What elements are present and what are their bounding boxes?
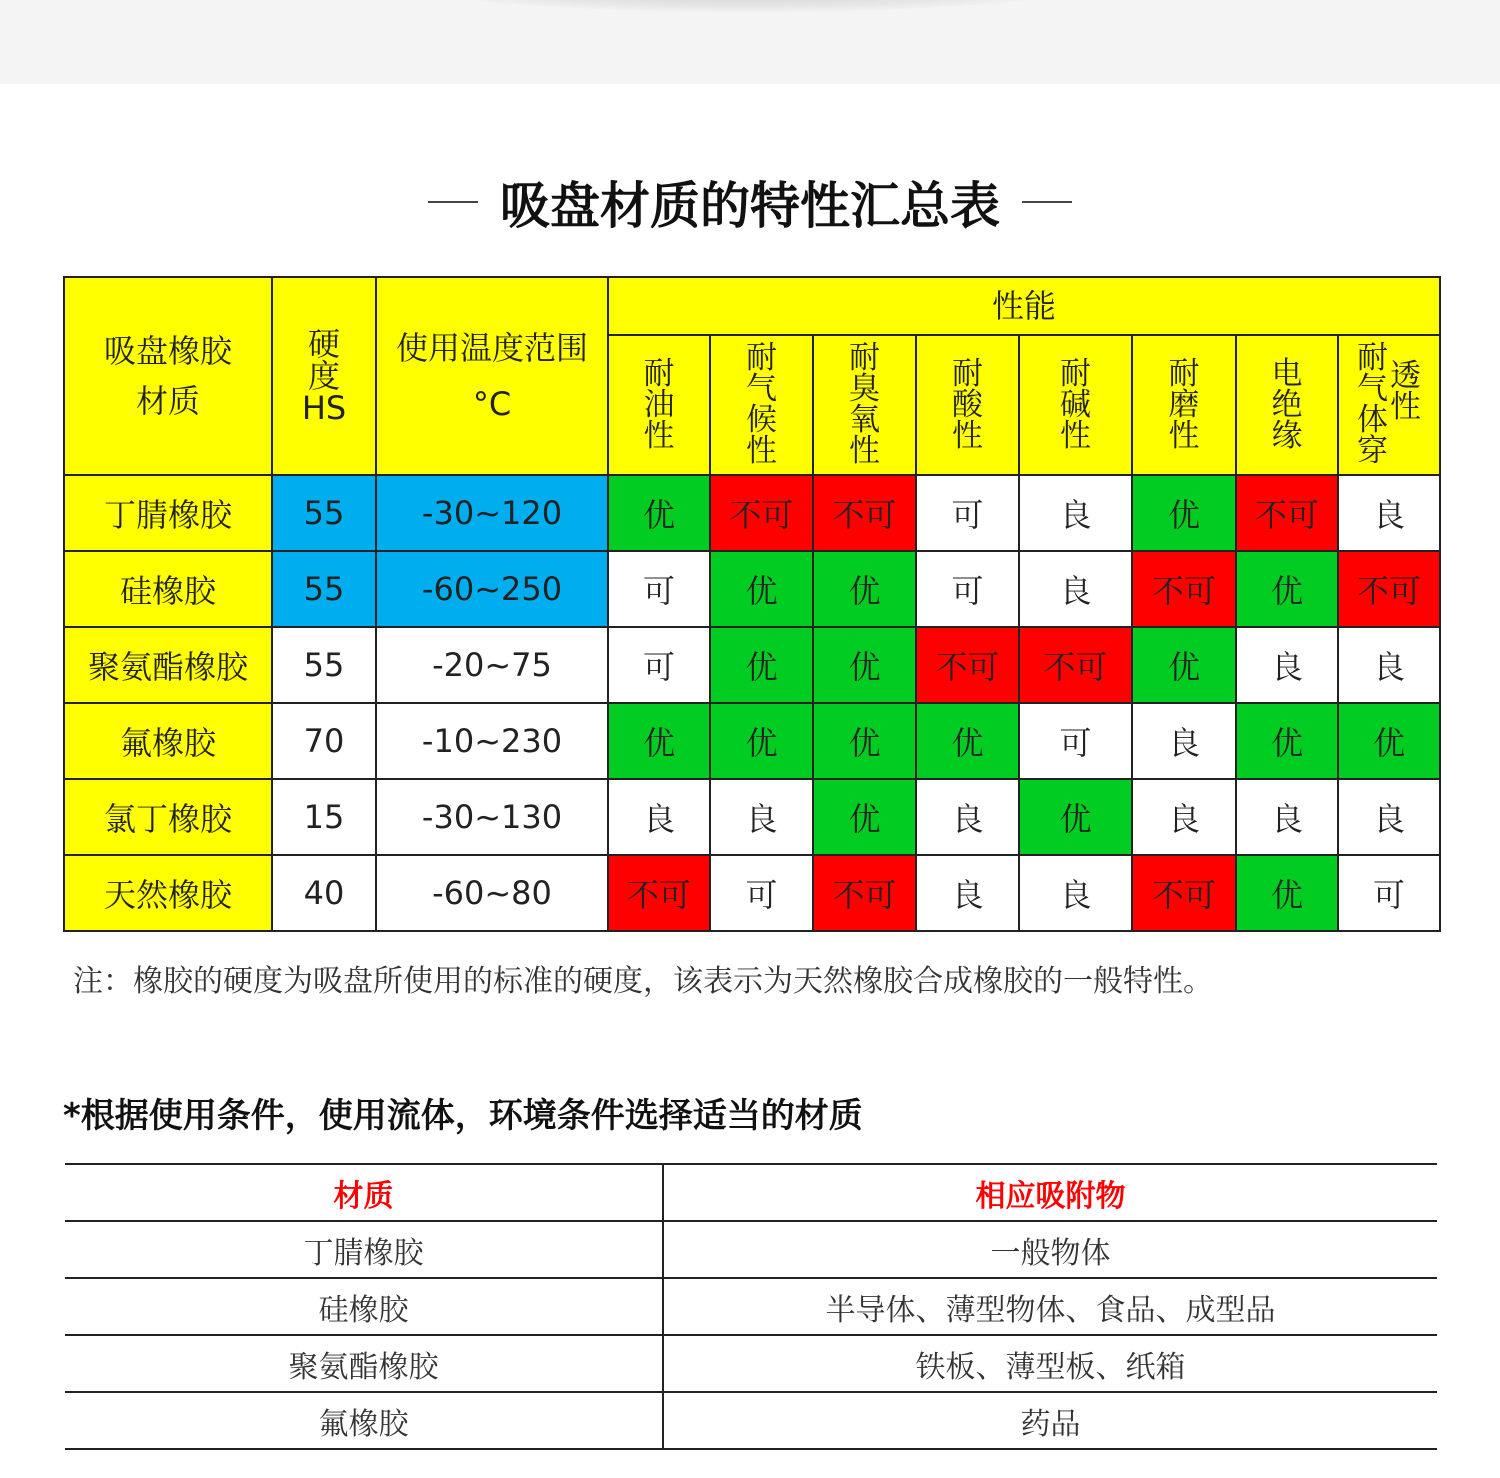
header-char: 候	[746, 402, 777, 438]
header-char: 耐	[1357, 340, 1388, 376]
rating-cell: 良	[1338, 779, 1440, 855]
rating-cell: 优	[1236, 703, 1338, 779]
header-gas-col2	[1390, 343, 1421, 423]
rating-cell: 良	[1236, 779, 1338, 855]
rating-cell: 优	[1132, 475, 1236, 551]
header-char: 绝	[1271, 386, 1303, 423]
header-char: 磨	[1168, 386, 1200, 423]
rating-cell: 不可	[916, 627, 1019, 703]
banner-shadow-arc	[420, 0, 1080, 12]
header-gas-col1	[1357, 340, 1388, 469]
header-alkali-resistance	[1019, 335, 1132, 475]
header-temp-line2: °C	[472, 385, 512, 423]
header-char: 性	[746, 433, 777, 469]
rating-cell: 良	[1338, 475, 1440, 551]
header-char: 酸	[952, 386, 983, 423]
rating-cell: 优	[710, 551, 813, 627]
header-oil-resistance	[608, 335, 710, 475]
hardness-cell: 55	[272, 627, 376, 703]
temperature-range-cell: -60~80	[376, 855, 608, 931]
rating-cell: 不可	[813, 475, 916, 551]
rating-cell: 优	[813, 551, 916, 627]
rating-cell: 可	[608, 627, 710, 703]
rating-cell: 良	[916, 779, 1019, 855]
header-char: 透	[1390, 358, 1421, 394]
header-char: 油	[643, 386, 675, 423]
header-char: 碱	[1060, 386, 1091, 423]
rating-cell: 优	[710, 627, 813, 703]
hardness-cell: 55	[272, 551, 376, 627]
rating-cell: 不可	[1132, 855, 1236, 931]
adsorption-header-object: 相应吸附物	[663, 1164, 1437, 1221]
page-title-text: 吸盘材质的特性汇总表	[500, 176, 1000, 235]
temperature-range-cell: -60~250	[376, 551, 608, 627]
hardness-cell: 40	[272, 855, 376, 931]
material-name-cell: 氯丁橡胶	[64, 779, 272, 855]
rating-cell: 优	[608, 703, 710, 779]
rating-cell: 良	[1236, 627, 1338, 703]
table-row	[64, 627, 1440, 703]
header-wear-resistance	[1132, 335, 1236, 475]
rating-cell: 不可	[710, 475, 813, 551]
temperature-range-cell: -20~75	[376, 627, 608, 703]
rating-cell: 良	[1019, 475, 1132, 551]
hardness-cell: 70	[272, 703, 376, 779]
title-right-dash	[1022, 201, 1072, 203]
temperature-range-cell: -30~120	[376, 475, 608, 551]
rating-cell: 可	[1338, 855, 1440, 931]
top-banner	[0, 0, 1500, 84]
header-hardness	[272, 277, 376, 475]
hardness-cell: 15	[272, 779, 376, 855]
header-char: 气	[1357, 371, 1388, 407]
table-row	[65, 1392, 1437, 1449]
header-hardness-char: 度	[307, 357, 340, 395]
rating-cell: 良	[608, 779, 710, 855]
header-ozone-resistance	[813, 335, 916, 475]
header-char: 性	[952, 417, 983, 454]
rating-cell: 良	[710, 779, 813, 855]
header-hardness-unit: HS	[301, 389, 347, 427]
rating-cell: 良	[916, 855, 1019, 931]
adsorption-header-row	[65, 1164, 1437, 1221]
rating-cell: 优	[813, 703, 916, 779]
header-acid-resistance	[916, 335, 1019, 475]
table-row	[64, 475, 1440, 551]
table-row	[65, 1221, 1437, 1278]
material-name-cell: 聚氨酯橡胶	[64, 627, 272, 703]
table-note: 注：橡胶的硬度为吸盘所使用的标准的硬度，该表示为天然橡胶合成橡胶的一般特性。	[73, 964, 1213, 999]
adsorption-object-cell: 半导体、薄型物体、食品、成型品	[663, 1278, 1437, 1335]
rating-cell: 可	[608, 551, 710, 627]
adsorption-object-cell: 药品	[663, 1392, 1437, 1449]
header-char: 耐	[952, 355, 983, 392]
header-char: 耐	[1168, 355, 1200, 392]
rating-cell: 良	[1019, 855, 1132, 931]
header-char: 气	[746, 371, 777, 407]
header-char: 臭	[849, 371, 880, 407]
rating-cell: 可	[710, 855, 813, 931]
material-name-cell: 丁腈橡胶	[64, 475, 272, 551]
header-hardness-char: 硬	[307, 325, 340, 363]
rating-cell: 可	[916, 475, 1019, 551]
rating-cell: 可	[916, 551, 1019, 627]
rating-cell: 优	[1019, 779, 1132, 855]
header-material-line1: 吸盘橡胶	[103, 332, 232, 370]
adsorption-material-cell: 氟橡胶	[65, 1392, 663, 1449]
page-title	[0, 166, 1500, 238]
header-char: 穿	[1357, 433, 1388, 469]
rating-cell: 优	[1132, 627, 1236, 703]
table-row	[64, 855, 1440, 931]
header-material	[64, 277, 272, 475]
header-electrical-insulation	[1236, 335, 1338, 475]
adsorption-object-cell: 铁板、薄型板、纸箱	[663, 1335, 1437, 1392]
header-performance: 性能	[608, 277, 1440, 335]
adsorption-material-cell: 硅橡胶	[65, 1278, 663, 1335]
adsorption-header-material: 材质	[65, 1164, 663, 1221]
adsorption-material-cell: 丁腈橡胶	[65, 1221, 663, 1278]
rating-cell: 不可	[608, 855, 710, 931]
material-name-cell: 氟橡胶	[64, 703, 272, 779]
material-property-table	[63, 276, 1441, 932]
temperature-range-cell: -30~130	[376, 779, 608, 855]
rating-cell: 优	[710, 703, 813, 779]
header-weather-resistance	[710, 335, 813, 475]
rating-cell: 不可	[1338, 551, 1440, 627]
header-char: 性	[1168, 417, 1200, 454]
header-char: 氧	[849, 402, 880, 438]
header-gas-permeability-resistance	[1338, 335, 1440, 475]
header-char: 性	[1060, 417, 1091, 454]
header-char: 体	[1357, 402, 1388, 438]
rating-cell: 良	[1338, 627, 1440, 703]
header-char: 缘	[1271, 417, 1303, 454]
header-char: 耐	[849, 340, 880, 376]
property-table-body	[64, 475, 1440, 931]
table-row	[64, 703, 1440, 779]
header-char: 性	[849, 433, 880, 469]
adsorption-table	[65, 1163, 1437, 1450]
rating-cell: 不可	[1236, 475, 1338, 551]
header-char: 性	[643, 417, 675, 454]
table-row	[64, 551, 1440, 627]
rating-cell: 不可	[1019, 627, 1132, 703]
rating-cell: 良	[1019, 551, 1132, 627]
rating-cell: 优	[1338, 703, 1440, 779]
rating-cell: 良	[1132, 779, 1236, 855]
rating-cell: 优	[1236, 855, 1338, 931]
header-temp-line1: 使用温度范围	[395, 329, 588, 367]
rating-cell: 不可	[1132, 551, 1236, 627]
header-char: 电	[1271, 355, 1303, 392]
rating-cell: 不可	[813, 855, 916, 931]
title-left-dash	[428, 201, 478, 203]
rating-cell: 优	[1236, 551, 1338, 627]
rating-cell: 优	[916, 703, 1019, 779]
selection-title: *根据使用条件，使用流体，环境条件选择适当的材质	[63, 1096, 863, 1136]
header-temperature	[376, 277, 608, 475]
table-row	[64, 779, 1440, 855]
header-material-line2: 材质	[135, 382, 200, 420]
adsorption-material-cell: 聚氨酯橡胶	[65, 1335, 663, 1392]
rating-cell: 优	[813, 627, 916, 703]
temperature-range-cell: -10~230	[376, 703, 608, 779]
header-char: 耐	[643, 355, 675, 392]
rating-cell: 优	[813, 779, 916, 855]
table-row	[65, 1335, 1437, 1392]
material-name-cell: 硅橡胶	[64, 551, 272, 627]
header-char: 耐	[1060, 355, 1091, 392]
header-char: 性	[1390, 389, 1421, 425]
adsorption-object-cell: 一般物体	[663, 1221, 1437, 1278]
table-row	[65, 1278, 1437, 1335]
rating-cell: 良	[1132, 703, 1236, 779]
material-name-cell: 天然橡胶	[64, 855, 272, 931]
header-char: 耐	[746, 340, 777, 376]
rating-cell: 可	[1019, 703, 1132, 779]
rating-cell: 优	[608, 475, 710, 551]
hardness-cell: 55	[272, 475, 376, 551]
